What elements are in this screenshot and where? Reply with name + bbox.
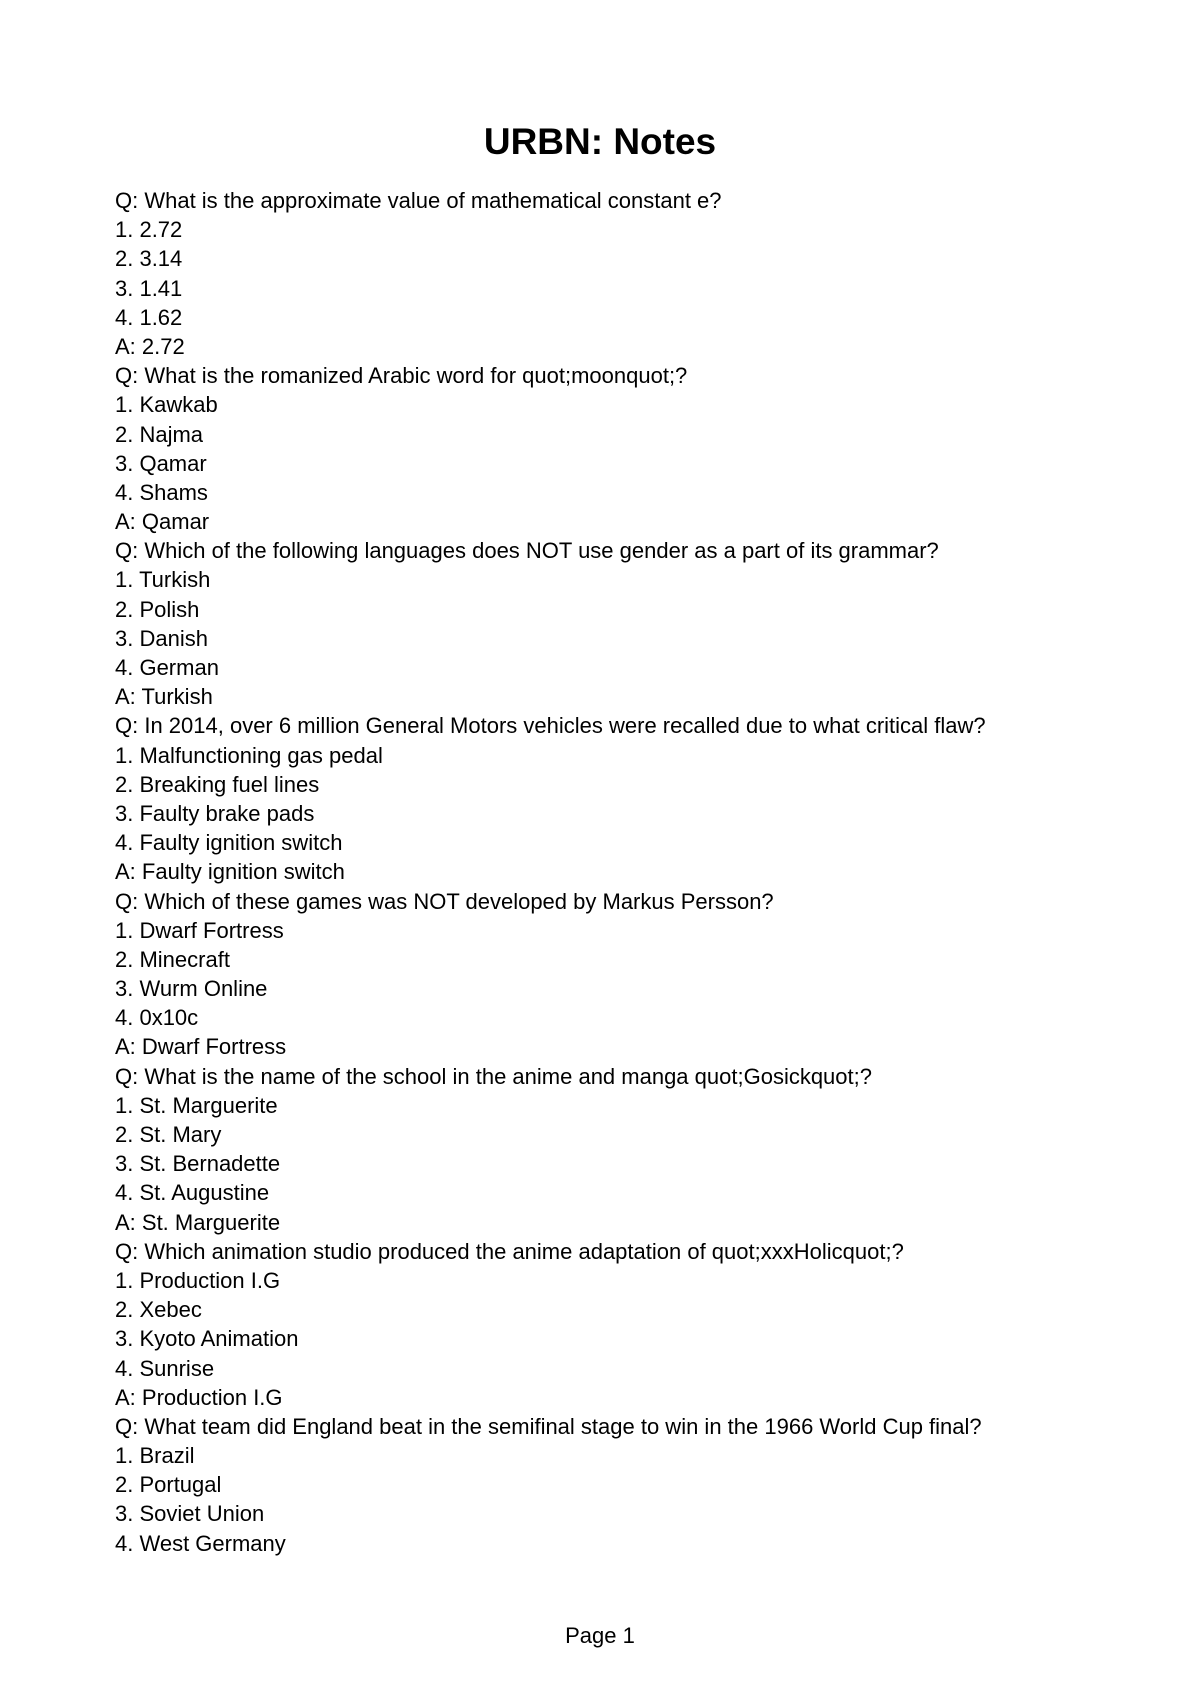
answer-option: 3. 1.41 [115, 275, 183, 301]
correct-answer: A: 2.72 [115, 333, 185, 359]
correct-answer: A: Faulty ignition switch [115, 859, 345, 885]
answer-option: 4. Faulty ignition switch [115, 830, 343, 856]
correct-answer: A: Turkish [115, 684, 213, 710]
question-block [115, 1412, 1115, 1558]
answer-option: 4. 0x10c [115, 1005, 199, 1031]
correct-answer: A: Dwarf Fortress [115, 1034, 287, 1060]
question-block [115, 1062, 1115, 1237]
question-block [115, 711, 1115, 886]
answer-option: 4. West Germany [115, 1530, 286, 1556]
correct-answer: A: Production I.G [115, 1384, 283, 1410]
answer-option: 4. Shams [115, 479, 208, 505]
answer-option: 4. 1.62 [115, 304, 183, 330]
answer-option: 2. Minecraft [115, 946, 230, 972]
answer-option: 3. Wurm Online [115, 976, 268, 1002]
answer-option: 1. Production I.G [115, 1267, 281, 1293]
answer-option: 2. Najma [115, 421, 204, 447]
question-text: Q: Which animation studio produced the anime adaptation of quot;xxxHolicquot;? [115, 1238, 904, 1264]
answer-option: 1. Brazil [115, 1443, 195, 1469]
question-text: Q: What is the approximate value of mathematical constant e? [115, 188, 722, 213]
question-block [115, 1237, 1115, 1412]
answer-option: 2. Polish [115, 596, 200, 622]
answer-option: 2. Breaking fuel lines [115, 771, 320, 797]
question-block [115, 887, 1115, 1062]
answer-option: 3. Kyoto Animation [115, 1326, 299, 1352]
answer-option: 1. Dwarf Fortress [115, 917, 284, 943]
correct-answer: A: Qamar [115, 509, 210, 535]
answer-option: 3. Faulty brake pads [115, 800, 315, 826]
answer-option: 3. Qamar [115, 450, 207, 476]
question-block [115, 536, 1115, 711]
question-text: Q: What team did England beat in the semifinal stage to win in the 1966 World Cup final? [115, 1413, 982, 1439]
answer-option: 4. St. Augustine [115, 1180, 270, 1206]
question-block [115, 186, 1115, 361]
answer-option: 2. Portugal [115, 1472, 222, 1498]
answer-option: 3. St. Bernadette [115, 1151, 281, 1177]
answer-option: 2. St. Mary [115, 1122, 222, 1147]
answer-option: 3. Soviet Union [115, 1501, 265, 1527]
answer-option: 1. 2.72 [115, 217, 183, 243]
answer-option: 3. Danish [115, 625, 208, 651]
answer-option: 2. Xebec [115, 1297, 202, 1323]
question-text: Q: In 2014, over 6 million General Motors vehicles were recalled due to what critical flaw? [115, 713, 986, 739]
answer-option: 2. 3.14 [115, 246, 183, 272]
answer-option: 1. Turkish [115, 567, 211, 593]
question-text: Q: What is the name of the school in the anime and manga quot;Gosickquot;? [115, 1063, 872, 1089]
question-text: Q: Which of these games was NOT developed by Markus Persson? [115, 888, 774, 914]
answer-option: 1. Kawkab [115, 392, 218, 418]
answer-option: 4. Sunrise [115, 1355, 215, 1381]
answer-option: 1. St. Marguerite [115, 1092, 278, 1118]
question-block [115, 361, 1115, 536]
answer-option: 1. Malfunctioning gas pedal [115, 742, 383, 768]
question-text: Q: What is the romanized Arabic word for quot;moonquot;? [115, 363, 688, 389]
correct-answer: A: St. Marguerite [115, 1209, 281, 1235]
answer-option: 4. German [115, 655, 219, 680]
question-text: Q: Which of the following languages does NOT use gender as a part of its grammar? [115, 538, 939, 564]
quiz-content [115, 186, 1115, 1558]
page-number: Page 1 [565, 1623, 635, 1648]
page-title: URBN: Notes [483, 121, 717, 162]
